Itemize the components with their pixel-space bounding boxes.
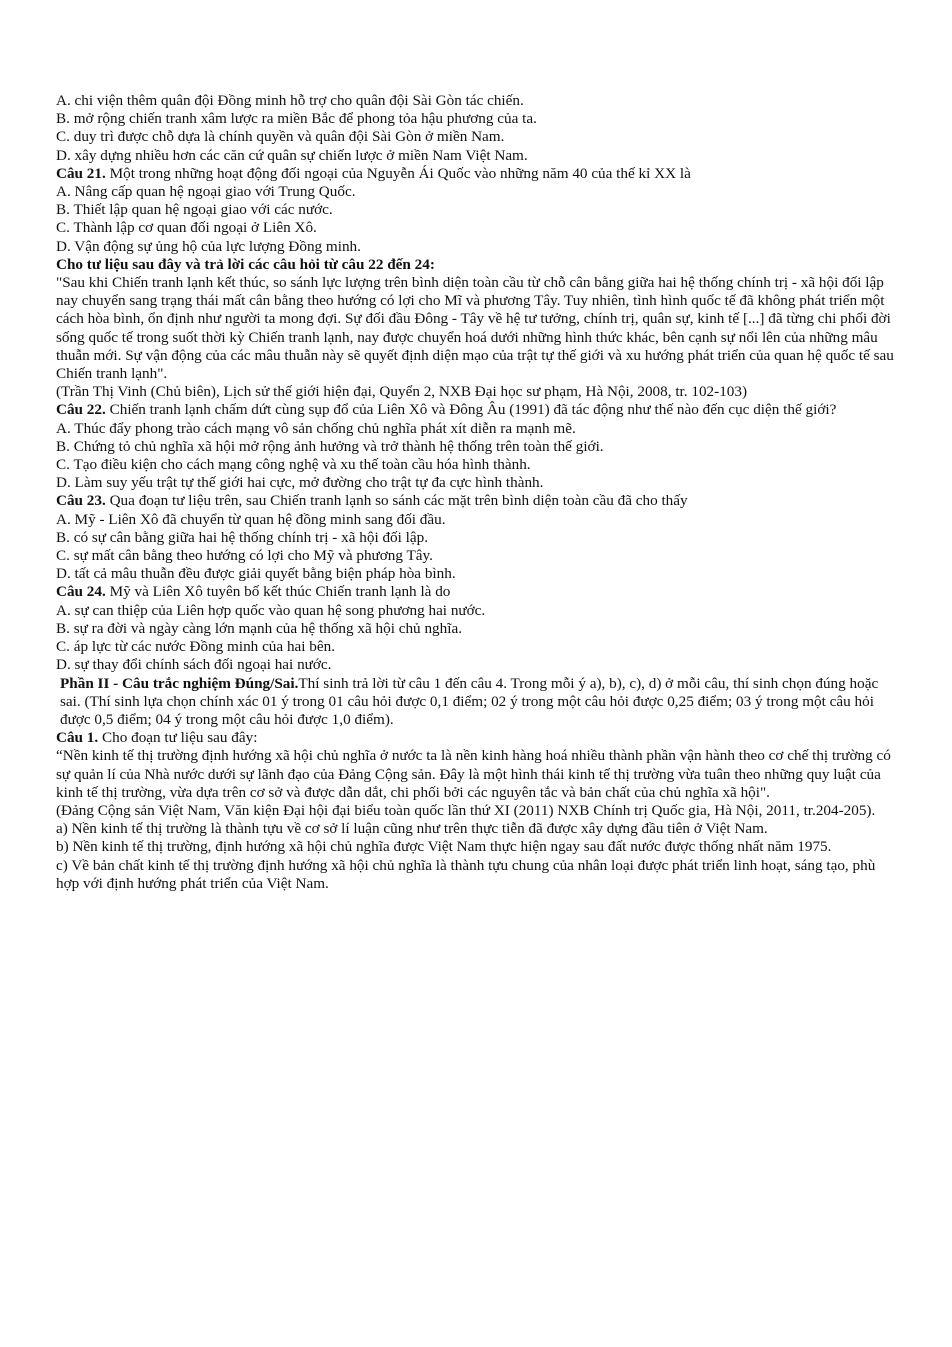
exam-page xyxy=(56,92,896,893)
question-24-text: Mỹ và Liên Xô tuyên bố kết thúc Chiến tranh lạnh là do xyxy=(105,583,451,601)
part-2-label: Phần II - Câu trắc nghiệm Đúng/Sai. xyxy=(60,674,299,692)
q24-option-d: D. sự thay đổi chính sách đối ngoại hai nước. xyxy=(56,656,332,674)
part-2-text: Thí sinh trả lời từ câu 1 đến câu 4. Trong mỗi ý a), b), c), d) ở mỗi câu, thí sinh chọn đúng hoặc sai. (Thí sinh lựa chọn chính xác 01 ý trong 01 câu hỏi được 0,1 điểm; 02 ý trong một câu hỏi được 0,25 điểm; 03 ý trong một câu hỏi được 0,5 điểm; 04 ý trong một câu hỏi được 1,0 điểm). xyxy=(60,674,879,728)
question-23-text: Qua đoạn tư liệu trên, sau Chiến tranh lạnh so sánh các mặt trên bình diện toàn cầu đã cho thấy xyxy=(105,492,688,510)
question-21-text: Một trong những hoạt động đối ngoại của Nguyễn Ái Quốc vào những năm 40 của thế kỉ XX là xyxy=(105,164,691,182)
q20-options xyxy=(56,92,896,165)
q22-option-d: D. Làm suy yếu trật tự thế giới hai cực, mở đường cho trật tự đa cực hình thành. xyxy=(56,474,544,492)
q20-option-d: D. xây dựng nhiều hơn các căn cứ quân sự chiến lược ở miền Nam Việt Nam. xyxy=(56,146,528,164)
q23-option-d: D. tất cả mâu thuẫn đều được giải quyết bằng biện pháp hòa bình. xyxy=(56,565,456,583)
source-text: "Sau khi Chiến tranh lạnh kết thúc, so sánh lực lượng trên bình diện toàn cầu từ chỗ cân bằng giữa hai hệ thống chính trị - xã hội đối lập nay chuyển sang trạng thái mất cân bằng theo hướng có lợi cho Mĩ và phương Tây. Tuy nhiên, tình hình quốc tế đã không phát triển một cách hòa bình, ổn định như người ta mong đợi. Sự đối đầu Đông - Tây về hệ tư tưởng, chính trị, quân sự, kinh tế [...] đã từng chi phối đời sống quốc tế trong suốt thời kỳ Chiến tranh lạnh, nay được chuyển hoá dưới những hình thức khác, bên cạnh sự nổi lên của những mâu thuẫn mới. Sự vận động của các mâu thuẫn này sẽ quyết định diện mạo của trật tự thế giới và xu hướng phát triển của quan hệ quốc tế sau Chiến tranh lạnh". xyxy=(56,274,894,383)
p2-question-1-citation: (Đảng Cộng sản Việt Nam, Văn kiện Đại hội đại biểu toàn quốc lần thứ XI (2011) NXB Chính trị Quốc gia, Hà Nội, 2011, tr.204-205). xyxy=(56,801,876,819)
q22-option-b: B. Chứng tỏ chủ nghĩa xã hội mở rộng ảnh hưởng và trở thành hệ thống trên toàn thế giới. xyxy=(56,437,604,455)
question-22-text: Chiến tranh lạnh chấm dứt cùng sụp đổ của Liên Xô và Đông Âu (1991) đã tác động như thế nào đến cục diện thế giới? xyxy=(105,401,837,419)
q20-option-c: C. duy trì được chỗ dựa là chính quyền và quân đội Sài Gòn ở miền Nam. xyxy=(56,128,505,146)
question-24 xyxy=(56,583,896,674)
question-21 xyxy=(56,165,896,256)
p2-question-1-label: Câu 1. xyxy=(56,729,99,747)
question-21-stem xyxy=(56,165,896,183)
p2-question-1-quote: “Nền kinh tế thị trường định hướng xã hội chủ nghĩa ở nước ta là nền kinh hàng hoá nhiều thành phần vận hành theo cơ chế thị trường có sự quản lí của Nhà nước dưới sự lãnh đạo của Đảng Cộng sản. Đây là một hình thái kinh tế thị trường vừa tuân theo những quy luật của kinh tế thị trường, vừa dựa trên cơ sở và được dẫn dắt, chi phối bởi các nguyên tắc và bản chất của chủ nghĩa xã hội". xyxy=(56,747,891,801)
p2-question-1-stem xyxy=(56,729,896,747)
q21-option-b: B. Thiết lập quan hệ ngoại giao với các nước. xyxy=(56,201,333,219)
q23-option-c: C. sự mất cân bằng theo hướng có lợi cho Mỹ và phương Tây. xyxy=(56,547,433,565)
statement-a: a) Nền kinh tế thị trường là thành tựu về cơ sở lí luận cũng như trên thực tiễn đã được xây dựng đầu tiên ở Việt Nam. xyxy=(56,820,768,838)
q21-option-d: D. Vận động sự ủng hộ của lực lượng Đồng minh. xyxy=(56,237,361,255)
question-23 xyxy=(56,492,896,583)
q21-option-a: A. Nâng cấp quan hệ ngoại giao với Trung Quốc. xyxy=(56,183,356,201)
q24-option-c: C. áp lực từ các nước Đồng minh của hai bên. xyxy=(56,638,336,656)
question-24-stem xyxy=(56,583,896,601)
statement-c: c) Về bản chất kinh tế thị trường định hướng xã hội chủ nghĩa là thành tựu chung của nhân loại được phát triển linh hoạt, sáng tạo, phù hợp với định hướng phát triển của Việt Nam. xyxy=(56,856,876,892)
question-22-stem xyxy=(56,401,896,419)
q24-option-b: B. sự ra đời và ngày càng lớn mạnh của hệ thống xã hội chủ nghĩa. xyxy=(56,619,462,637)
q22-option-a: A. Thúc đẩy phong trào cách mạng vô sản chống chủ nghĩa phát xít diễn ra mạnh mẽ. xyxy=(56,419,576,437)
part-2-instructions xyxy=(56,675,896,730)
part-2-question-1 xyxy=(56,729,896,893)
q20-option-a: A. chi viện thêm quân đội Đồng minh hỗ trợ cho quân đội Sài Gòn tác chiến. xyxy=(56,92,524,109)
question-22-label: Câu 22. xyxy=(56,401,106,419)
q22-option-c: C. Tạo điều kiện cho cách mạng công nghệ và xu thế toàn cầu hóa hình thành. xyxy=(56,456,531,474)
question-23-label: Câu 23. xyxy=(56,492,106,510)
question-21-label: Câu 21. xyxy=(56,164,106,182)
q21-option-c: C. Thành lập cơ quan đối ngoại ở Liên Xô. xyxy=(56,219,317,237)
question-23-stem xyxy=(56,492,896,510)
q23-option-a: A. Mỹ - Liên Xô đã chuyển từ quan hệ đồng minh sang đối đầu. xyxy=(56,510,446,528)
statement-b: b) Nền kinh tế thị trường, định hướng xã hội chủ nghĩa được Việt Nam thực hiện ngay sau đất nước được thống nhất năm 1975. xyxy=(56,838,832,856)
question-22 xyxy=(56,401,896,492)
p2-question-1-text: Cho đoạn tư liệu sau đây: xyxy=(98,729,258,747)
source-citation: (Trần Thị Vinh (Chủ biên), Lịch sử thế giới hiện đại, Quyển 2, NXB Đại học sư phạm, Hà Nội, 2008, tr. 102-103) xyxy=(56,383,748,401)
q20-option-b: B. mở rộng chiến tranh xâm lược ra miền Bắc để phong tỏa hậu phương của ta. xyxy=(56,110,537,128)
source-intro: Cho tư liệu sau đây và trả lời các câu hỏi từ câu 22 đến 24: xyxy=(56,255,435,273)
q24-option-a: A. sự can thiệp của Liên hợp quốc vào quan hệ song phương hai nước. xyxy=(56,601,486,619)
q23-option-b: B. có sự cân bằng giữa hai hệ thống chính trị - xã hội đối lập. xyxy=(56,528,429,546)
question-24-label: Câu 24. xyxy=(56,583,106,601)
